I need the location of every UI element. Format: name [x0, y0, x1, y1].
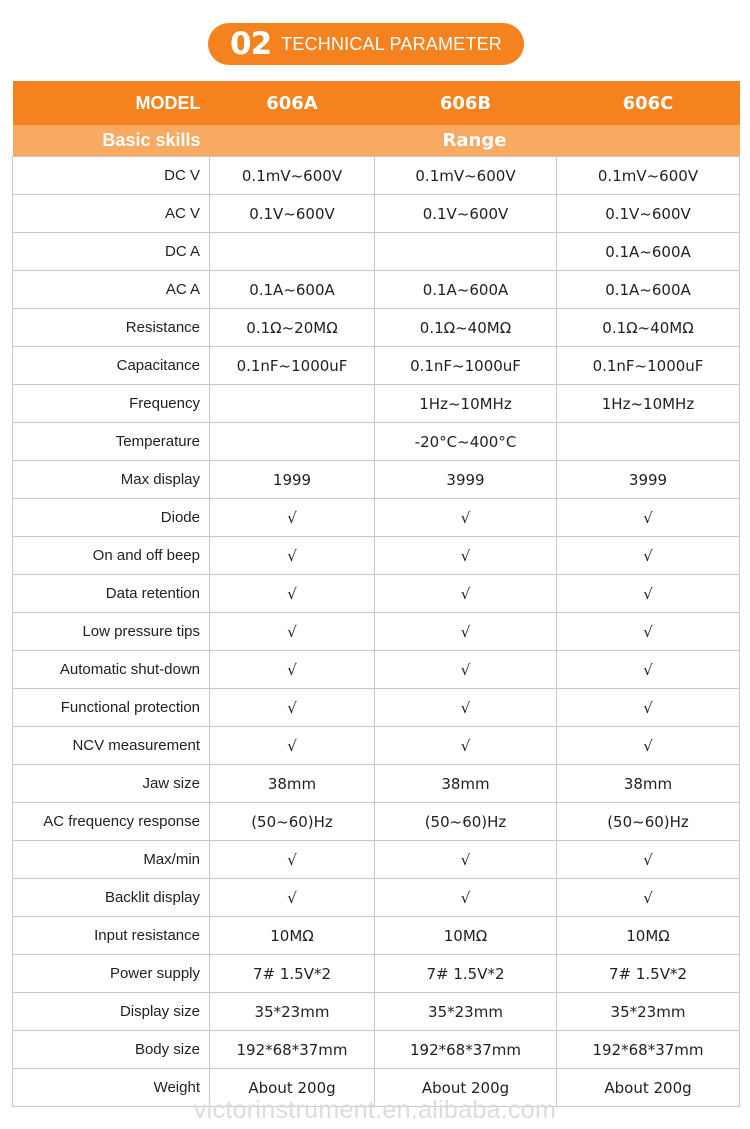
check-mark-icon: √: [210, 841, 375, 879]
table-row: [13, 499, 740, 537]
row-value: 0.1V~600V: [557, 195, 740, 233]
check-mark-icon: √: [375, 537, 557, 575]
check-mark-icon: √: [557, 689, 740, 727]
row-value: 0.1mV~600V: [210, 157, 375, 195]
row-label: DC A: [13, 233, 210, 271]
table-row: [13, 423, 740, 461]
check-mark-icon: √: [557, 613, 740, 651]
row-label: Max/min: [13, 841, 210, 879]
row-label: Jaw size: [13, 765, 210, 803]
row-value: 35*23mm: [557, 993, 740, 1031]
row-value: 1Hz~10MHz: [557, 385, 740, 423]
row-value: 0.1mV~600V: [375, 157, 557, 195]
row-value: 35*23mm: [210, 993, 375, 1031]
row-label: Weight: [13, 1069, 210, 1107]
row-value: About 200g: [210, 1069, 375, 1107]
check-mark-icon: √: [210, 879, 375, 917]
row-label: AC frequency response: [13, 803, 210, 841]
table-row: [13, 879, 740, 917]
row-value: 0.1Ω~40MΩ: [375, 309, 557, 347]
row-value: 38mm: [210, 765, 375, 803]
row-value: About 200g: [557, 1069, 740, 1107]
row-value: 1Hz~10MHz: [375, 385, 557, 423]
row-value: 7# 1.5V*2: [210, 955, 375, 993]
check-mark-icon: √: [210, 651, 375, 689]
check-mark-icon: √: [375, 841, 557, 879]
check-mark-icon: √: [557, 575, 740, 613]
section-title: TECHNICAL PARAMETER: [281, 33, 502, 54]
row-value: 0.1A~600A: [210, 271, 375, 309]
section-banner: [208, 23, 524, 65]
check-mark-icon: √: [557, 651, 740, 689]
section-number: 02: [230, 26, 272, 62]
row-value: 3999: [557, 461, 740, 499]
row-label: Backlit display: [13, 879, 210, 917]
range-label: Range: [210, 125, 740, 157]
row-label: Data retention: [13, 575, 210, 613]
check-mark-icon: √: [375, 499, 557, 537]
row-value: 0.1Ω~20MΩ: [210, 309, 375, 347]
row-value: 0.1V~600V: [375, 195, 557, 233]
row-value: 0.1A~600A: [557, 271, 740, 309]
check-mark-icon: √: [210, 689, 375, 727]
row-value: 0.1nF~1000uF: [375, 347, 557, 385]
row-label: Max display: [13, 461, 210, 499]
table-row: [13, 537, 740, 575]
row-value: 7# 1.5V*2: [557, 955, 740, 993]
row-label: Low pressure tips: [13, 613, 210, 651]
row-value: -20°C~400°C: [375, 423, 557, 461]
model-606c: 606C: [557, 81, 740, 125]
table-row: [13, 347, 740, 385]
check-mark-icon: √: [210, 499, 375, 537]
row-value: 192*68*37mm: [210, 1031, 375, 1069]
table-row: [13, 841, 740, 879]
table-row: [13, 955, 740, 993]
row-value: [210, 233, 375, 271]
check-mark-icon: √: [375, 879, 557, 917]
check-mark-icon: √: [557, 879, 740, 917]
row-value: [210, 385, 375, 423]
row-label: On and off beep: [13, 537, 210, 575]
spec-table: [12, 81, 740, 1107]
row-label: Diode: [13, 499, 210, 537]
table-row: [13, 613, 740, 651]
row-label: Temperature: [13, 423, 210, 461]
row-value: [210, 423, 375, 461]
row-label: Power supply: [13, 955, 210, 993]
row-value: 192*68*37mm: [557, 1031, 740, 1069]
row-value: 0.1mV~600V: [557, 157, 740, 195]
table-row: [13, 803, 740, 841]
table-row: [13, 917, 740, 955]
row-label: Display size: [13, 993, 210, 1031]
row-value: (50~60)Hz: [557, 803, 740, 841]
row-label: Frequency: [13, 385, 210, 423]
row-value: [375, 233, 557, 271]
row-value: 0.1nF~1000uF: [210, 347, 375, 385]
watermark: victorinstrument.en.alibaba.com: [193, 1096, 557, 1124]
row-label: Input resistance: [13, 917, 210, 955]
model-header-row: [13, 81, 740, 125]
table-row: [13, 651, 740, 689]
basic-skills-label: Basic skills: [13, 125, 210, 157]
row-label: Capacitance: [13, 347, 210, 385]
model-header-label: MODEL: [13, 81, 210, 125]
row-value: 10MΩ: [375, 917, 557, 955]
row-value: 0.1A~600A: [557, 233, 740, 271]
row-value: [557, 423, 740, 461]
row-value: 1999: [210, 461, 375, 499]
table-row: [13, 195, 740, 233]
row-value: 38mm: [375, 765, 557, 803]
row-value: (50~60)Hz: [210, 803, 375, 841]
check-mark-icon: √: [375, 651, 557, 689]
table-row: [13, 765, 740, 803]
check-mark-icon: √: [557, 727, 740, 765]
row-value: 0.1A~600A: [375, 271, 557, 309]
row-value: 35*23mm: [375, 993, 557, 1031]
table-row: [13, 727, 740, 765]
model-606a: 606A: [210, 81, 375, 125]
check-mark-icon: √: [557, 841, 740, 879]
row-value: 10MΩ: [557, 917, 740, 955]
row-label: Functional protection: [13, 689, 210, 727]
table-row: [13, 233, 740, 271]
table-row: [13, 461, 740, 499]
check-mark-icon: √: [375, 727, 557, 765]
row-label: AC V: [13, 195, 210, 233]
row-value: (50~60)Hz: [375, 803, 557, 841]
row-value: 38mm: [557, 765, 740, 803]
check-mark-icon: √: [557, 537, 740, 575]
table-row: [13, 993, 740, 1031]
check-mark-icon: √: [210, 727, 375, 765]
check-mark-icon: √: [375, 575, 557, 613]
row-value: 10MΩ: [210, 917, 375, 955]
range-header-row: [13, 125, 740, 157]
check-mark-icon: √: [210, 575, 375, 613]
table-row: [13, 271, 740, 309]
table-row: [13, 1031, 740, 1069]
row-label: Resistance: [13, 309, 210, 347]
row-value: About 200g: [375, 1069, 557, 1107]
table-row: [13, 309, 740, 347]
row-value: 7# 1.5V*2: [375, 955, 557, 993]
row-label: Body size: [13, 1031, 210, 1069]
row-label: DC V: [13, 157, 210, 195]
row-value: 192*68*37mm: [375, 1031, 557, 1069]
check-mark-icon: √: [210, 537, 375, 575]
row-value: 0.1nF~1000uF: [557, 347, 740, 385]
model-606b: 606B: [375, 81, 557, 125]
check-mark-icon: √: [210, 613, 375, 651]
row-label: AC A: [13, 271, 210, 309]
table-row: [13, 689, 740, 727]
check-mark-icon: √: [375, 613, 557, 651]
table-row: [13, 157, 740, 195]
check-mark-icon: √: [375, 689, 557, 727]
row-value: 0.1Ω~40MΩ: [557, 309, 740, 347]
table-row: [13, 385, 740, 423]
row-label: Automatic shut-down: [13, 651, 210, 689]
row-label: NCV measurement: [13, 727, 210, 765]
row-value: 3999: [375, 461, 557, 499]
check-mark-icon: √: [557, 499, 740, 537]
row-value: 0.1V~600V: [210, 195, 375, 233]
table-row: [13, 575, 740, 613]
